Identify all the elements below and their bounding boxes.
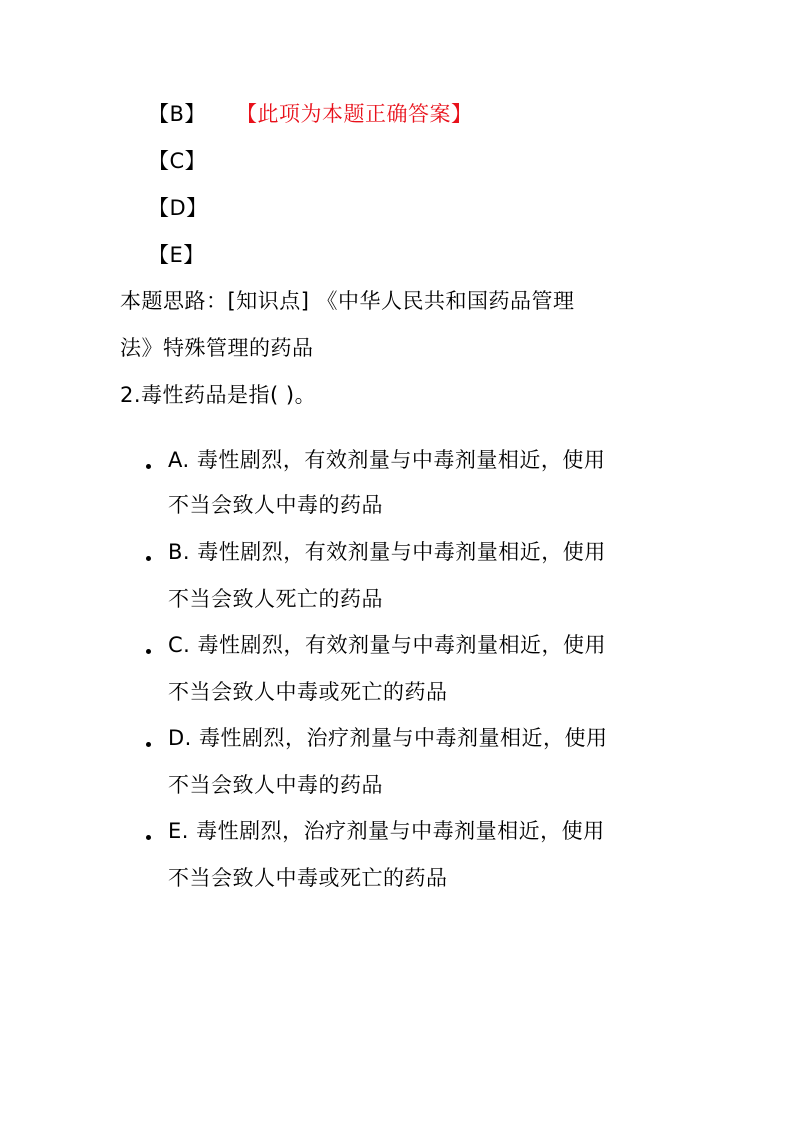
option-label: 【E】 xyxy=(148,243,205,267)
option-d xyxy=(148,193,208,223)
option-c xyxy=(148,146,206,176)
choice-line-1: C. 毒性剧烈，有效剂量与中毒剂量相近，使用 xyxy=(168,633,607,657)
choice-line-2: 不当会致人中毒或死亡的药品 xyxy=(168,680,448,704)
option-label: 【D】 xyxy=(148,196,208,220)
bullet-icon xyxy=(146,835,151,840)
choice-line-2: 不当会致人中毒的药品 xyxy=(168,773,383,797)
bullet-icon xyxy=(146,649,151,654)
bullet-icon xyxy=(146,742,151,747)
option-label: 【C】 xyxy=(148,149,207,173)
question-text: 2.毒性药品是指( )。 xyxy=(120,383,317,407)
explanation-line-1: 本题思路：[知识点] 《中华人民共和国药品管理 xyxy=(120,289,575,313)
choice-line-2: 不当会致人死亡的药品 xyxy=(168,587,383,611)
choice-line-1: E. 毒性剧烈，治疗剂量与中毒剂量相近，使用 xyxy=(168,819,605,843)
explanation-line-2: 法》特殊管理的药品 xyxy=(120,336,314,360)
choice-line-2: 不当会致人中毒或死亡的药品 xyxy=(168,866,448,890)
option-label: 【B】 xyxy=(148,102,206,126)
choice-line-1: D. 毒性剧烈，治疗剂量与中毒剂量相近，使用 xyxy=(168,726,608,750)
choice-line-1: A. 毒性剧烈，有效剂量与中毒剂量相近，使用 xyxy=(168,448,606,472)
choice-line-2: 不当会致人中毒的药品 xyxy=(168,493,383,517)
option-e xyxy=(148,240,205,270)
option-b xyxy=(148,99,648,129)
bullet-icon xyxy=(146,464,151,469)
choice-line-1: B. 毒性剧烈，有效剂量与中毒剂量相近，使用 xyxy=(168,540,606,564)
correct-answer-note: 【此项为本题正确答案】 xyxy=(236,102,473,126)
bullet-icon xyxy=(146,556,151,561)
